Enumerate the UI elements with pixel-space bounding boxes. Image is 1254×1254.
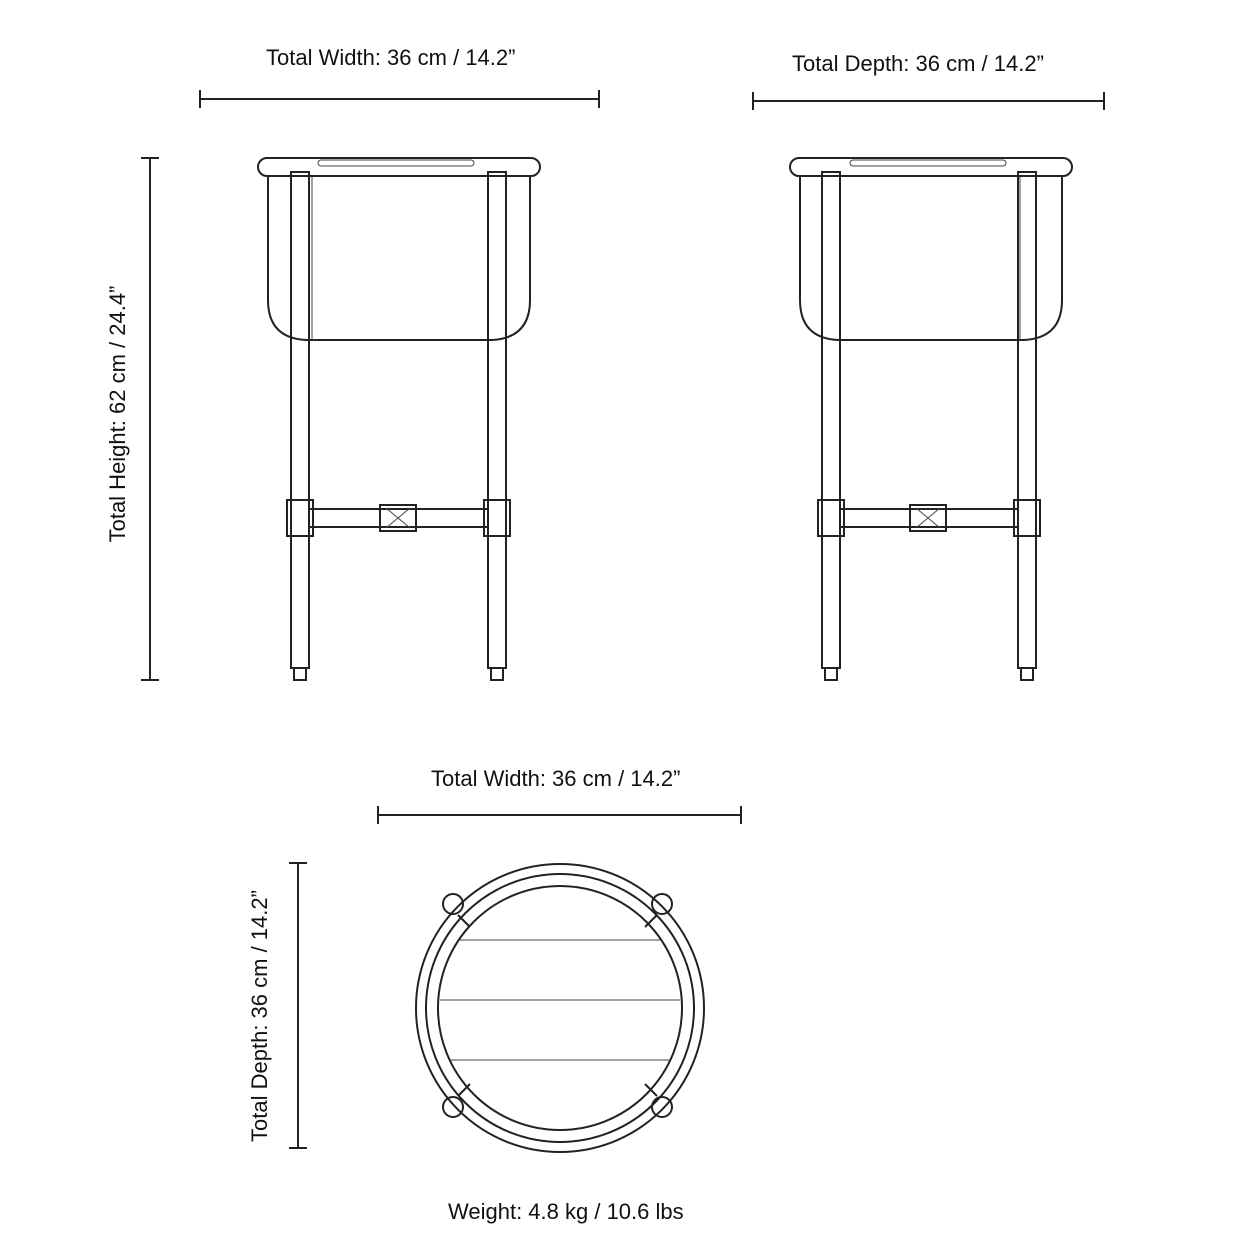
front-width-dimension-line xyxy=(200,90,599,108)
side-view-planter xyxy=(790,158,1072,680)
side-depth-label: Total Depth: 36 cm / 14.2” xyxy=(792,51,1044,76)
front-view-planter xyxy=(258,158,540,680)
top-width-label: Total Width: 36 cm / 14.2” xyxy=(431,766,681,791)
top-view-planter xyxy=(416,864,704,1152)
top-depth-label: Total Depth: 36 cm / 14.2” xyxy=(247,890,272,1142)
front-width-label: Total Width: 36 cm / 14.2” xyxy=(266,45,516,70)
weight-label: Weight: 4.8 kg / 10.6 lbs xyxy=(448,1199,684,1224)
side-depth-dimension-line xyxy=(753,92,1104,110)
top-width-dimension-line xyxy=(378,806,741,824)
height-label: Total Height: 62 cm / 24.4” xyxy=(105,285,130,543)
top-depth-dimension-line xyxy=(289,863,307,1148)
height-dimension-line xyxy=(141,158,159,680)
